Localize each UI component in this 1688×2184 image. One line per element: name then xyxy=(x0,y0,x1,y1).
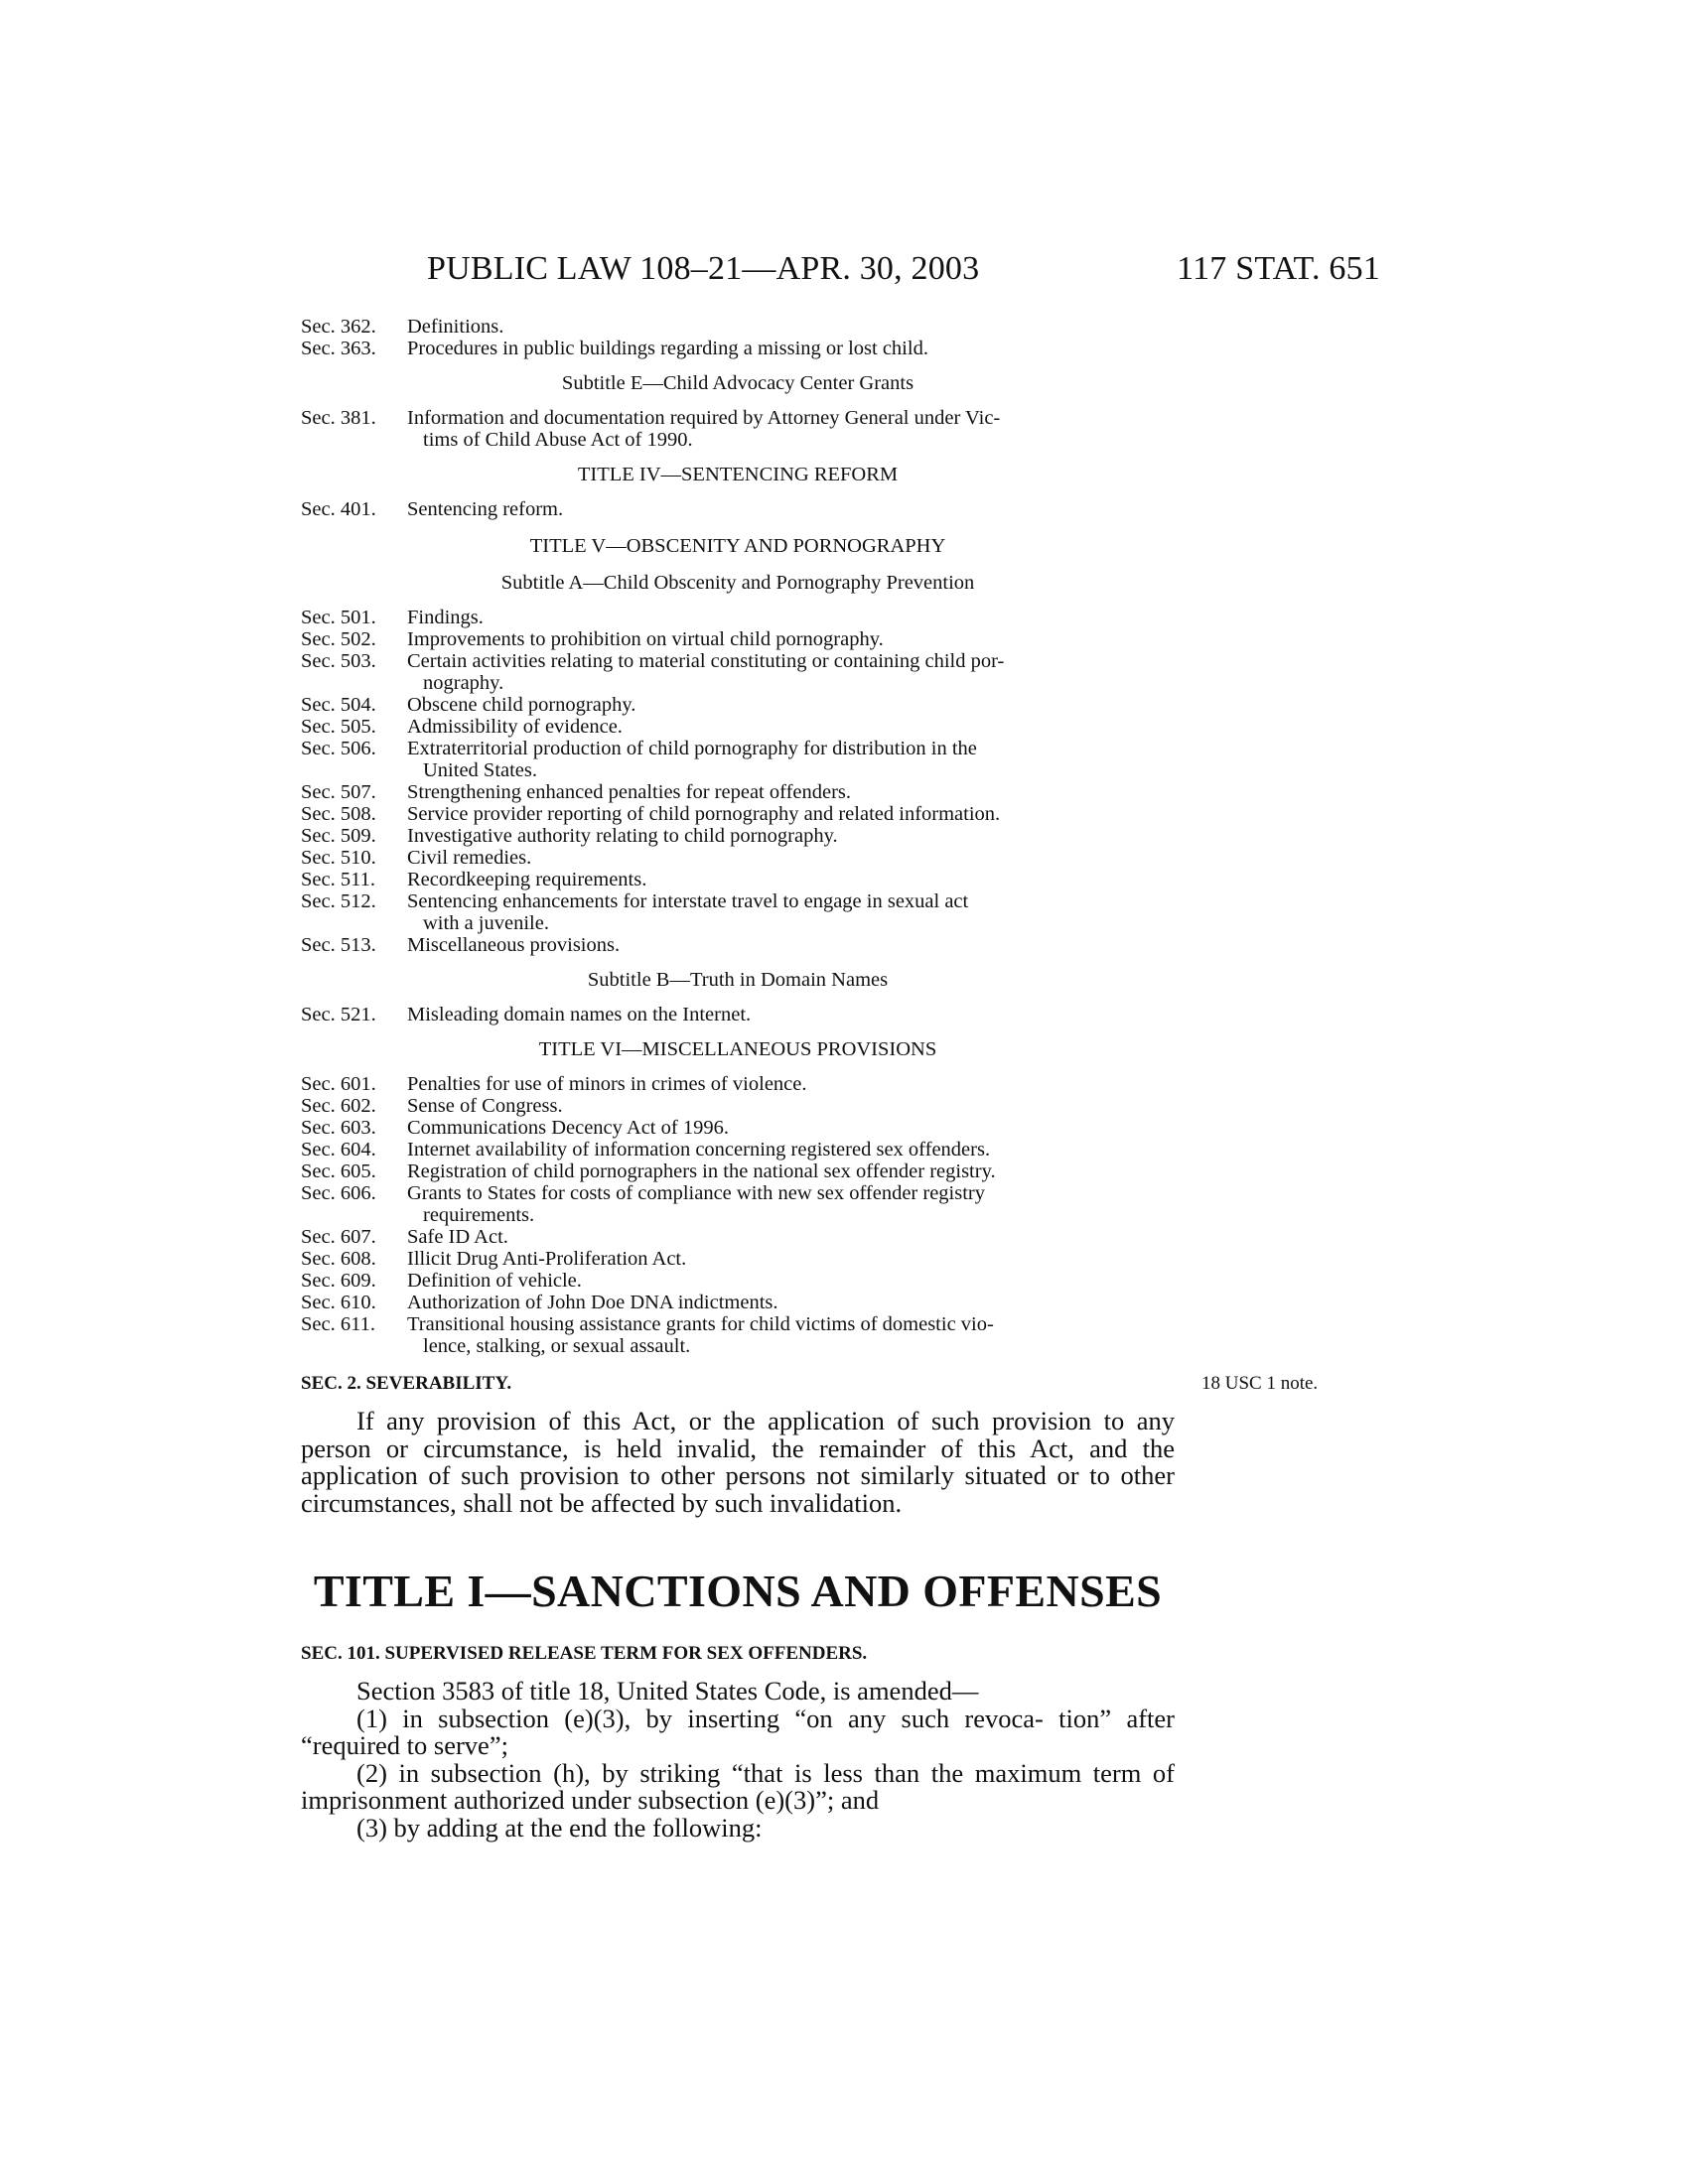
sec-101-heading: SEC. 101. SUPERVISED RELEASE TERM FOR SEX OFFENDERS. xyxy=(301,1643,868,1664)
sec-101-item-3: (3) by adding at the end the following: xyxy=(356,1812,763,1843)
sec-101-item-2: (2) in subsection (h), by striking “that is less than the maximum term of imprisonment authorized under subsection (e)(3)”; and xyxy=(301,1757,1175,1815)
section-title: Grants to States for costs of compliance with new sex offender registry xyxy=(407,1182,986,1204)
section-number: Sec. 512. xyxy=(301,890,376,912)
title-i-heading: TITLE I—SANCTIONS AND OFFENSES xyxy=(313,1566,1163,1616)
toc-entry-363 xyxy=(301,338,1175,359)
section-number: Sec. 609. xyxy=(301,1270,376,1292)
toc-entry-611 xyxy=(301,1313,1175,1357)
section-number: Sec. 521. xyxy=(301,1004,376,1025)
toc-entry-604 xyxy=(301,1139,1175,1160)
section-title: Safe ID Act. xyxy=(407,1226,508,1248)
section-title: Recordkeeping requirements. xyxy=(407,869,647,890)
section-number: Sec. 608. xyxy=(301,1248,376,1270)
section-number: Sec. 509. xyxy=(301,825,376,847)
section-number: Sec. 381. xyxy=(301,407,376,429)
section-number: Sec. 502. xyxy=(301,628,376,650)
title-iv-heading: TITLE IV—SENTENCING REFORM xyxy=(577,464,899,485)
section-title-continued: United States. xyxy=(423,759,538,781)
toc-entry-508 xyxy=(301,803,1175,825)
section-title: Admissibility of evidence. xyxy=(407,716,623,738)
section-number: Sec. 507. xyxy=(301,781,376,803)
sec-101-body xyxy=(301,1678,1175,1842)
toc-entry-501 xyxy=(301,607,1175,628)
severability-paragraph: If any provision of this Act, or the application of such provision to any person or circumstance, is held invalid, the remainder of this Act, and the application of such provision to other persons not similarly situated or to other circumstances, shall not be affected by such invalidation. xyxy=(301,1406,1175,1518)
toc-entry-608 xyxy=(301,1248,1175,1270)
section-title: Transitional housing assistance grants for child victims of domestic vio- xyxy=(407,1313,994,1335)
section-title: Service provider reporting of child pornography and related information. xyxy=(407,803,1001,825)
section-number: Sec. 603. xyxy=(301,1117,376,1139)
toc-entry-507 xyxy=(301,781,1175,803)
toc-entry-381 xyxy=(301,407,1175,451)
toc-entry-510 xyxy=(301,847,1175,869)
section-title: Penalties for use of minors in crimes of violence. xyxy=(407,1073,807,1095)
sec-101-item-1: (1) in subsection (e)(3), by inserting “on any such revoca- tion” after “required to serve”; xyxy=(301,1703,1175,1760)
severability-heading: SEC. 2. SEVERABILITY. xyxy=(301,1373,512,1394)
section-number: Sec. 501. xyxy=(301,607,376,628)
section-title: Registration of child pornographers in the national sex offender registry. xyxy=(407,1160,996,1182)
section-title-continued: tims of Child Abuse Act of 1990. xyxy=(423,429,693,451)
subtitle-b-heading: Subtitle B—Truth in Domain Names xyxy=(587,969,889,991)
toc-entry-506 xyxy=(301,738,1175,781)
sec-101-intro: Section 3583 of title 18, United States Code, is amended— xyxy=(356,1676,979,1706)
section-title: Misleading domain names on the Internet. xyxy=(407,1004,752,1025)
section-title: Definition of vehicle. xyxy=(407,1270,582,1292)
section-title: Illicit Drug Anti-Proliferation Act. xyxy=(407,1248,687,1270)
section-number: Sec. 607. xyxy=(301,1226,376,1248)
toc-entry-511 xyxy=(301,869,1175,890)
toc-entry-609 xyxy=(301,1270,1175,1292)
toc-entry-512 xyxy=(301,890,1175,934)
toc-entry-605 xyxy=(301,1160,1175,1182)
toc-entry-606 xyxy=(301,1182,1175,1226)
section-title: Internet availability of information concerning registered sex offenders. xyxy=(407,1139,991,1160)
section-title: Certain activities relating to material constituting or containing child por- xyxy=(407,650,1005,672)
section-number: Sec. 401. xyxy=(301,498,376,520)
section-title: Extraterritorial production of child pornography for distribution in the xyxy=(407,738,977,759)
section-title: Definitions. xyxy=(407,316,504,338)
section-title: Investigative authority relating to child pornography. xyxy=(407,825,838,847)
toc-entry-503 xyxy=(301,650,1175,694)
toc-entry-610 xyxy=(301,1292,1175,1313)
toc-entry-603 xyxy=(301,1117,1175,1139)
subtitle-a-heading: Subtitle A—Child Obscenity and Pornography Prevention xyxy=(500,572,975,594)
title-v-heading: TITLE V—OBSCENITY AND PORNOGRAPHY xyxy=(529,535,946,557)
toc-entry-502 xyxy=(301,628,1175,650)
section-number: Sec. 604. xyxy=(301,1139,376,1160)
section-title: Obscene child pornography. xyxy=(407,694,636,716)
section-title: Findings. xyxy=(407,607,484,628)
toc-entry-509 xyxy=(301,825,1175,847)
section-title: Sentencing enhancements for interstate travel to engage in sexual act xyxy=(407,890,969,912)
section-title: Communications Decency Act of 1996. xyxy=(407,1117,729,1139)
section-title: Information and documentation required by Attorney General under Vic- xyxy=(407,407,1001,429)
severability-body xyxy=(301,1408,1175,1517)
running-head xyxy=(427,250,1380,288)
section-number: Sec. 602. xyxy=(301,1095,376,1117)
page-reference: 117 STAT. 651 xyxy=(1177,250,1380,287)
section-number: Sec. 601. xyxy=(301,1073,376,1095)
section-title-continued: nography. xyxy=(423,672,504,694)
toc-entry-513 xyxy=(301,934,1175,956)
section-title-continued: with a juvenile. xyxy=(423,912,549,934)
section-title-continued: lence, stalking, or sexual assault. xyxy=(423,1335,691,1357)
margin-note: 18 USC 1 note. xyxy=(1201,1373,1319,1394)
toc-entry-504 xyxy=(301,694,1175,716)
section-title: Authorization of John Doe DNA indictments. xyxy=(407,1292,778,1313)
running-head-title: PUBLIC LAW 108–21—APR. 30, 2003 xyxy=(427,250,980,287)
toc-entry-401 xyxy=(301,498,1175,520)
section-title: Civil remedies. xyxy=(407,847,532,869)
section-number: Sec. 362. xyxy=(301,316,376,338)
section-number: Sec. 606. xyxy=(301,1182,376,1204)
section-number: Sec. 504. xyxy=(301,694,376,716)
toc-entry-505 xyxy=(301,716,1175,738)
section-number: Sec. 363. xyxy=(301,338,376,359)
section-number: Sec. 508. xyxy=(301,803,376,825)
subtitle-e-heading: Subtitle E—Child Advocacy Center Grants xyxy=(561,372,914,394)
section-number: Sec. 610. xyxy=(301,1292,376,1313)
section-title: Strengthening enhanced penalties for repeat offenders. xyxy=(407,781,852,803)
toc-entry-607 xyxy=(301,1226,1175,1248)
section-title: Sentencing reform. xyxy=(407,498,564,520)
section-title-continued: requirements. xyxy=(423,1204,535,1226)
toc-entry-362 xyxy=(301,316,1175,338)
section-title: Sense of Congress. xyxy=(407,1095,563,1117)
section-title: Miscellaneous provisions. xyxy=(407,934,621,956)
section-title: Procedures in public buildings regarding a missing or lost child. xyxy=(407,338,928,359)
section-number: Sec. 503. xyxy=(301,650,376,672)
title-vi-heading: TITLE VI—MISCELLANEOUS PROVISIONS xyxy=(538,1038,937,1060)
section-title: Improvements to prohibition on virtual child pornography. xyxy=(407,628,884,650)
section-number: Sec. 510. xyxy=(301,847,376,869)
section-number: Sec. 605. xyxy=(301,1160,376,1182)
section-number: Sec. 611. xyxy=(301,1313,375,1335)
toc-entry-521 xyxy=(301,1004,1175,1025)
section-number: Sec. 505. xyxy=(301,716,376,738)
section-number: Sec. 513. xyxy=(301,934,376,956)
table-of-contents xyxy=(301,316,1175,1357)
section-number: Sec. 511. xyxy=(301,869,375,890)
section-number: Sec. 506. xyxy=(301,738,376,759)
toc-entry-601 xyxy=(301,1073,1175,1095)
toc-entry-602 xyxy=(301,1095,1175,1117)
